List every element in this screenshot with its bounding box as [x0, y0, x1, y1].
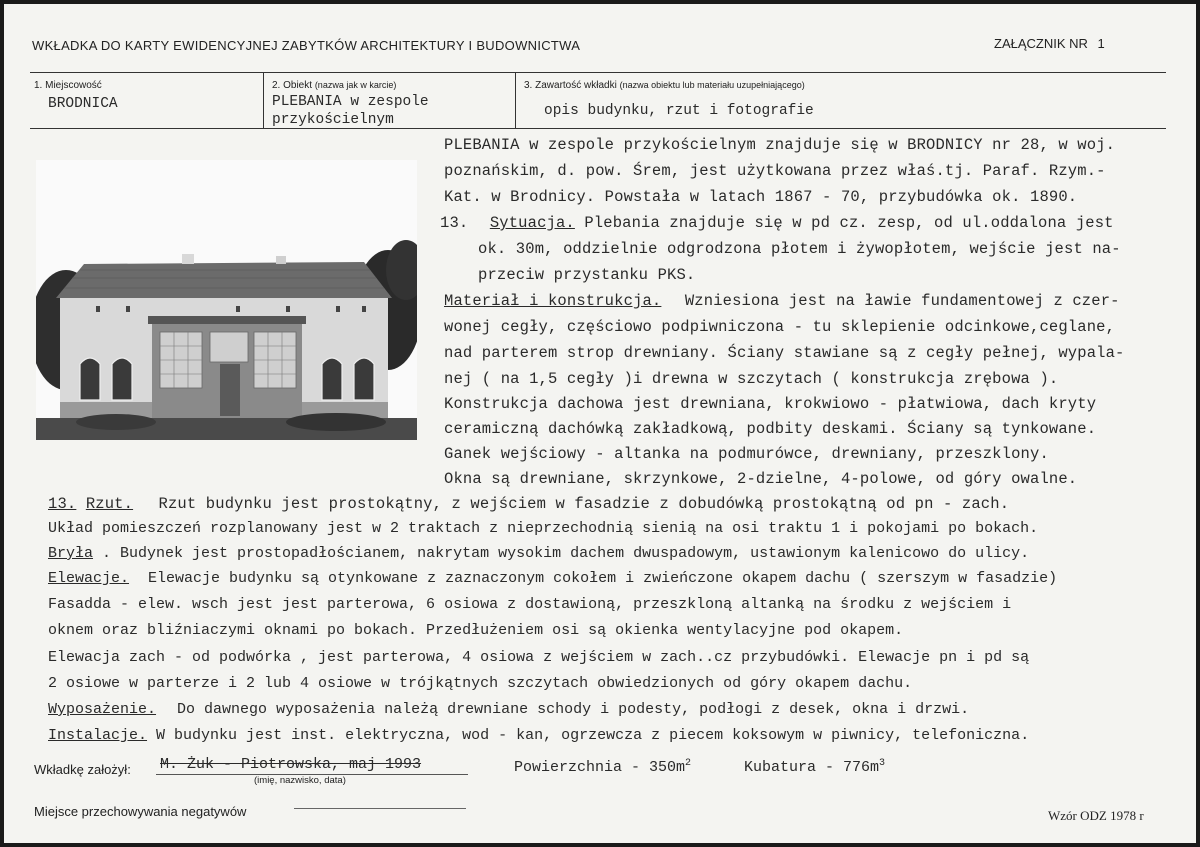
section-material: [444, 292, 1120, 310]
wyposazenie-text: Do dawnego wyposażenia należą drewniane schody i podesty, podłogi z desek, okna i drzwi.: [177, 701, 970, 718]
body-line-11: Ganek wejściowy - altanka na podmurówce, drewniany, przeszklony.: [444, 445, 1049, 463]
author-hint: (imię, nazwisko, data): [254, 775, 346, 786]
body-line-3: Kat. w Brodnicy. Powstała w latach 1867 - 70, przybudówka ok. 1890.: [444, 188, 1078, 206]
object-value-line2: przykościelnym: [272, 112, 394, 128]
body-line-15: oknem oraz bliźniaczymi oknami po bokach. Przedłużeniem osi są okienka wentylacyjne pod okapem.: [48, 622, 904, 639]
object-label: [272, 80, 396, 91]
volume-superscript: 3: [879, 758, 886, 769]
area-text: Powierzchnia - 350m: [514, 759, 686, 776]
body-line-16: Elewacja zach - od podwórka , jest parterowa, 4 osiowa z wejściem w zach..cz przybudówki. Elewacje pn i pd są: [48, 649, 1030, 666]
body-line-2: poznańskim, d. pow. Śrem, jest użytkowana przez właś.tj. Paraf. Rzym.-: [444, 162, 1106, 180]
content-value: opis budynku, rzut i fotografie: [544, 103, 814, 119]
elewacje-heading: Elewacje.: [48, 570, 130, 587]
section-wyposazenie: [48, 701, 969, 718]
author-label: Wkładkę założył:: [34, 762, 131, 777]
author-value: M. Żuk - Piotrowska, maj 1993: [160, 756, 422, 773]
body-line-1: PLEBANIA w zespole przykościelnym znajduje się w BRODNICY nr 28, w woj.: [444, 136, 1116, 154]
document-sheet: [4, 4, 1196, 843]
body-line-9: Konstrukcja dachowa jest drewniana, krokwiowo - płatwiowa, dach kryty: [444, 395, 1097, 413]
rzut-text: Rzut budynku jest prostokątny, z wejściem w fasadzie z dobudówką prostokątną od pn - zach.: [158, 495, 1010, 513]
body-line-7: nad parterem strop drewniany. Ściany stawiane są z cegły pełnej, wypala-: [444, 344, 1125, 362]
object-label-hint: (nazwa jak w karcie): [314, 80, 397, 90]
body-line-5: przeciw przystanku PKS.: [478, 266, 696, 284]
content-label-main: 3. Zawartość wkładki: [524, 80, 617, 91]
section-instalacje: [48, 727, 1029, 744]
place-value: BRODNICA: [48, 96, 118, 112]
bryla-text: . Budynek jest prostopadłościanem, nakrytam wysokim dachem dwuspadowym, ustawionym kalenicowo do ulicy.: [102, 545, 1030, 562]
content-label-hint: (nazwa obiektu lub materiału uzupełniającego): [619, 80, 805, 90]
form-top-rule: [30, 72, 1166, 73]
section-rzut: [48, 495, 1009, 513]
object-label-main: 2. Obiekt: [272, 80, 313, 91]
annex-label-text: ZAŁĄCZNIK NR: [994, 36, 1088, 51]
section-bryla: [48, 545, 1029, 562]
annex-number: 1: [1097, 36, 1105, 51]
rzut-heading: Rzut.: [85, 495, 134, 513]
section-sytuacja: [440, 214, 1114, 232]
form-divider-1: [263, 72, 264, 128]
instalacje-heading: Instalacje.: [48, 727, 148, 744]
elewacje-text: Elewacje budynku są otynkowane z zaznaczonym cokołem i zwieńczone okapem dachu ( szerszym w fasadzie): [148, 570, 1058, 587]
negatives-label: Miejsce przechowywania negatywów: [34, 804, 247, 819]
volume-value: [744, 758, 885, 776]
place-label: 1. Miejscowość: [34, 80, 102, 91]
document-title: WKŁADKA DO KARTY EWIDENCYJNEJ ZABYTKÓW ARCHITEKTURY I BUDOWNICTWA: [32, 38, 581, 53]
sytuacja-number: 13.: [440, 214, 469, 232]
body-line-13: Układ pomieszczeń rozplanowany jest w 2 traktach z nieprzechodnią sienią na osi traktu 1 i pokojami po bokach.: [48, 520, 1039, 537]
annex-label: [994, 36, 1105, 51]
sytuacja-heading: Sytuacja.: [489, 214, 575, 232]
body-line-10: ceramiczną dachówką zakładkową, podbity deskami. Ściany są tynkowane.: [444, 420, 1097, 438]
form-divider-2: [515, 72, 516, 128]
form-bottom-rule: [30, 128, 1166, 129]
building-photo-drawing: [36, 160, 417, 440]
material-heading: Materiał i konstrukcja.: [444, 292, 662, 310]
negatives-rule: [294, 808, 466, 809]
sytuacja-text: Plebania znajduje się w pd cz. zesp, od ul.oddalona jest: [584, 214, 1114, 232]
body-line-8: nej ( na 1,5 cegły )i drewna w szczytach ( konstrukcja zrębowa ).: [444, 370, 1059, 388]
instalacje-text: W budynku jest inst. elektryczna, wod - kan, ogrzewcza z piecem koksowym w piwnicy, telefoniczna.: [156, 727, 1030, 744]
body-line-17: 2 osiowe w parterze i 2 lub 4 osiowe w trójkątnych szczytach obwiedzionych od góry okapem dachu.: [48, 675, 913, 692]
wyposazenie-heading: Wyposażenie.: [48, 701, 157, 718]
template-label: Wzór ODZ 1978 r: [1048, 808, 1144, 823]
area-superscript: 2: [685, 758, 692, 769]
body-line-6: wonej cegły, częściowo podpiwniczona - tu sklepienie odcinkowe,ceglane,: [444, 318, 1116, 336]
bryla-heading: Bryła: [48, 545, 94, 562]
body-line-4: ok. 30m, oddzielnie odgrodzona płotem i żywopłotem, wejście jest na-: [478, 240, 1121, 258]
section-elewacje: [48, 570, 1057, 587]
body-line-12: Okna są drewniane, skrzynkowe, 2-dzielne, 4-polowe, od góry owalne.: [444, 470, 1078, 488]
building-photo: [36, 160, 417, 440]
area-value: [514, 758, 691, 776]
rzut-number: 13.: [48, 495, 77, 513]
object-value-line1: PLEBANIA w zespole: [272, 94, 429, 110]
volume-text: Kubatura - 776m: [744, 759, 880, 776]
body-line-14: Fasadda - elew. wsch jest jest parterowa, 6 osiowa z dostawioną, przeszkloną altanką na środku z wejściem i: [48, 596, 1012, 613]
material-text: Wzniesiona jest na ławie fundamentowej z czer-: [684, 292, 1120, 310]
content-label: [524, 80, 805, 91]
